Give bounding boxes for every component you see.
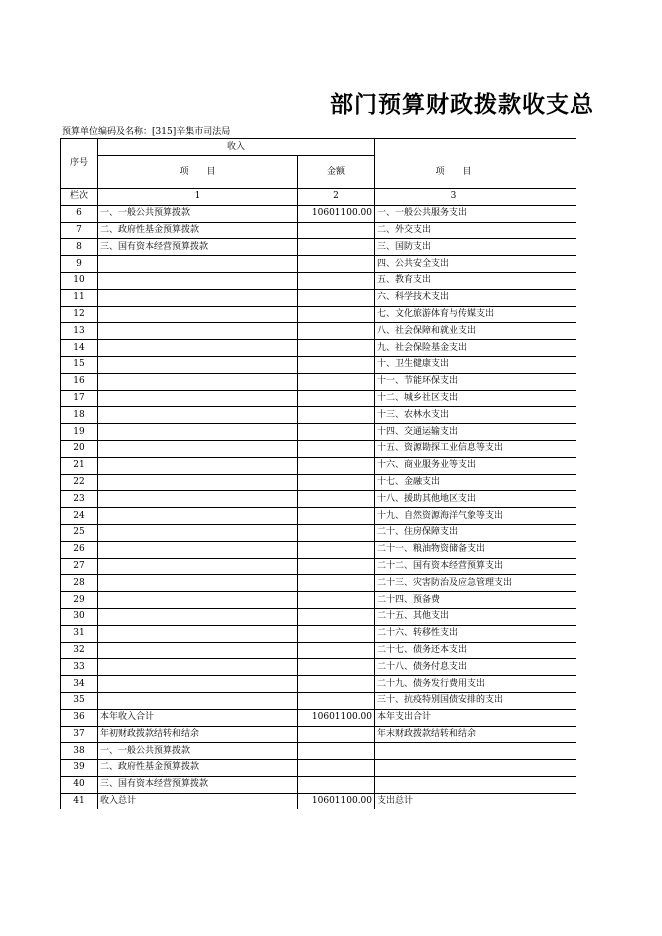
table-row <box>61 524 577 541</box>
expense-item: 十七、金融支出 <box>375 474 576 491</box>
income-amount <box>298 256 375 273</box>
row-number: 38 <box>61 743 98 760</box>
income-amount <box>298 323 375 340</box>
income-item <box>98 541 298 558</box>
row-number: 13 <box>61 323 98 340</box>
row-number: 30 <box>61 608 98 625</box>
expense-item: 八、社会保障和就业支出 <box>375 323 576 340</box>
row-number: 14 <box>61 340 98 357</box>
income-item <box>98 390 298 407</box>
income-item <box>98 440 298 457</box>
row-number: 18 <box>61 407 98 424</box>
unit-label: 预算单位编码及名称：[315]辛集市司法局 <box>62 127 231 137</box>
row-number: 16 <box>61 373 98 390</box>
income-amount <box>298 575 375 592</box>
expense-item: 十一、节能环保支出 <box>375 373 576 390</box>
row-number: 22 <box>61 474 98 491</box>
expense-item: 二十二、国有资本经营预算支出 <box>375 558 576 575</box>
income-item: 一、一般公共预算拨款 <box>98 205 298 222</box>
income-amount <box>298 440 375 457</box>
table-row <box>61 575 577 592</box>
income-item <box>98 306 298 323</box>
expense-item: 三、国防支出 <box>375 239 576 256</box>
expense-item: 九、社会保险基金支出 <box>375 340 576 357</box>
table-row <box>61 608 577 625</box>
expense-item: 支出总计 <box>375 793 576 809</box>
expense-item-header: 项 目 <box>435 167 472 177</box>
table-row <box>61 659 577 676</box>
income-amount <box>298 642 375 659</box>
table-row <box>61 491 577 508</box>
row-number: 17 <box>61 390 98 407</box>
table-row <box>61 776 577 793</box>
row-number: 26 <box>61 541 98 558</box>
income-amount <box>298 558 375 575</box>
income-item <box>98 424 298 441</box>
row-number: 32 <box>61 642 98 659</box>
row-number: 12 <box>61 306 98 323</box>
table-row <box>61 356 577 373</box>
expense-item <box>375 743 576 760</box>
income-amount <box>298 390 375 407</box>
table-row <box>61 407 577 424</box>
expense-item: 二十九、债务发行费用支出 <box>375 676 576 693</box>
budget-table <box>60 138 576 809</box>
expense-item: 一、一般公共服务支出 <box>375 205 576 222</box>
col1-label: 1 <box>98 189 298 206</box>
row-number: 34 <box>61 676 98 693</box>
income-amount <box>298 508 375 525</box>
expense-item <box>375 760 576 777</box>
income-amount <box>298 659 375 676</box>
income-item <box>98 272 298 289</box>
table-row <box>61 306 577 323</box>
table-row <box>61 726 577 743</box>
income-header: 收入 <box>98 139 375 156</box>
income-amount <box>298 222 375 239</box>
row-number: 40 <box>61 776 98 793</box>
table-row <box>61 289 577 306</box>
income-item: 年初财政拨款结转和结余 <box>98 726 298 743</box>
expense-item: 年末财政拨款结转和结余 <box>375 726 576 743</box>
colno-label: 栏次 <box>61 189 98 206</box>
income-item <box>98 407 298 424</box>
table-row <box>61 508 577 525</box>
expense-item: 五、教育支出 <box>375 272 576 289</box>
table-row <box>61 340 577 357</box>
expense-item: 十五、资源勘探工业信息等支出 <box>375 440 576 457</box>
expense-item: 二十三、灾害防治及应急管理支出 <box>375 575 576 592</box>
income-item <box>98 373 298 390</box>
income-amount <box>298 407 375 424</box>
expense-item: 十二、城乡社区支出 <box>375 390 576 407</box>
table-row <box>61 743 577 760</box>
row-number: 6 <box>61 205 98 222</box>
expense-item: 十三、农林水支出 <box>375 407 576 424</box>
row-number: 7 <box>61 222 98 239</box>
expense-item: 二十八、债务付息支出 <box>375 659 576 676</box>
income-amount <box>298 541 375 558</box>
income-item <box>98 642 298 659</box>
col2-label: 2 <box>298 189 375 206</box>
row-number: 8 <box>61 239 98 256</box>
income-amount: 10601100.00 <box>298 205 375 222</box>
row-number: 33 <box>61 659 98 676</box>
row-number: 24 <box>61 508 98 525</box>
income-item <box>98 474 298 491</box>
income-amount <box>298 592 375 609</box>
table-row <box>61 625 577 642</box>
income-item <box>98 575 298 592</box>
income-item <box>98 659 298 676</box>
row-number: 29 <box>61 592 98 609</box>
expense-item: 十六、商业服务业等支出 <box>375 457 576 474</box>
col3-label: 3 <box>375 189 576 206</box>
income-amount <box>298 340 375 357</box>
table-row <box>61 592 577 609</box>
expense-item: 二、外交支出 <box>375 222 576 239</box>
table-row <box>61 222 577 239</box>
expense-item: 二十四、预备费 <box>375 592 576 609</box>
expense-item: 二十六、转移性支出 <box>375 625 576 642</box>
income-item <box>98 524 298 541</box>
table-row <box>61 793 577 809</box>
income-item: 三、国有资本经营预算拨款 <box>98 239 298 256</box>
income-item <box>98 608 298 625</box>
row-number: 25 <box>61 524 98 541</box>
expense-item: 十四、交通运输支出 <box>375 424 576 441</box>
expense-item: 二十、住房保障支出 <box>375 524 576 541</box>
income-item <box>98 340 298 357</box>
row-number: 37 <box>61 726 98 743</box>
expense-item: 三十、抗疫特别国债安排的支出 <box>375 692 576 709</box>
amount-header: 金额 <box>298 156 375 189</box>
income-item <box>98 508 298 525</box>
expense-item: 二十五、其他支出 <box>375 608 576 625</box>
table-row <box>61 205 577 222</box>
row-number: 27 <box>61 558 98 575</box>
row-number: 39 <box>61 760 98 777</box>
income-amount <box>298 306 375 323</box>
row-number: 28 <box>61 575 98 592</box>
table-row <box>61 692 577 709</box>
income-item: 二、政府性基金预算拨款 <box>98 760 298 777</box>
income-item: 二、政府性基金预算拨款 <box>98 222 298 239</box>
table-row <box>61 424 577 441</box>
income-amount <box>298 474 375 491</box>
table-row <box>61 390 577 407</box>
table-row <box>61 323 577 340</box>
table-row <box>61 457 577 474</box>
expense-item <box>375 776 576 793</box>
income-amount <box>298 491 375 508</box>
table-row <box>61 239 577 256</box>
income-item <box>98 692 298 709</box>
income-amount <box>298 239 375 256</box>
table-row <box>61 558 577 575</box>
income-amount <box>298 289 375 306</box>
income-amount <box>298 373 375 390</box>
expense-item: 六、科学技术支出 <box>375 289 576 306</box>
income-item <box>98 592 298 609</box>
table-row <box>61 256 577 273</box>
table-row <box>61 272 577 289</box>
income-amount <box>298 760 375 777</box>
row-number: 36 <box>61 709 98 726</box>
row-number: 11 <box>61 289 98 306</box>
expense-item: 本年支出合计 <box>375 709 576 726</box>
income-item <box>98 256 298 273</box>
income-amount <box>298 457 375 474</box>
income-amount <box>298 676 375 693</box>
row-number: 10 <box>61 272 98 289</box>
table-row <box>61 676 577 693</box>
row-number: 21 <box>61 457 98 474</box>
header-row-3 <box>61 189 577 206</box>
row-number: 31 <box>61 625 98 642</box>
income-item <box>98 289 298 306</box>
income-item <box>98 558 298 575</box>
income-item <box>98 323 298 340</box>
row-number: 9 <box>61 256 98 273</box>
income-amount <box>298 625 375 642</box>
table-row <box>61 709 577 726</box>
income-item <box>98 491 298 508</box>
income-amount <box>298 726 375 743</box>
income-amount <box>298 424 375 441</box>
row-number: 15 <box>61 356 98 373</box>
income-amount: 10601100.00 <box>298 793 375 809</box>
income-amount <box>298 776 375 793</box>
income-amount <box>298 743 375 760</box>
row-number: 35 <box>61 692 98 709</box>
expense-item: 四、公共安全支出 <box>375 256 576 273</box>
expense-item: 七、文化旅游体育与传媒支出 <box>375 306 576 323</box>
income-amount <box>298 356 375 373</box>
row-number: 20 <box>61 440 98 457</box>
income-amount <box>298 692 375 709</box>
income-amount <box>298 272 375 289</box>
row-number: 23 <box>61 491 98 508</box>
expense-header-blank <box>375 139 576 189</box>
table-row <box>61 474 577 491</box>
table-row <box>61 541 577 558</box>
expense-item: 十九、自然资源海洋气象等支出 <box>375 508 576 525</box>
seq-header: 序号 <box>61 139 98 189</box>
income-amount: 10601100.00 <box>298 709 375 726</box>
table-row <box>61 440 577 457</box>
table-row <box>61 373 577 390</box>
expense-item: 二十一、粮油物资储备支出 <box>375 541 576 558</box>
expense-item: 十八、援助其他地区支出 <box>375 491 576 508</box>
income-item: 本年收入合计 <box>98 709 298 726</box>
income-item: 收入总计 <box>98 793 298 809</box>
income-item <box>98 457 298 474</box>
table-row <box>61 642 577 659</box>
income-item <box>98 356 298 373</box>
income-item: 三、国有资本经营预算拨款 <box>98 776 298 793</box>
page-title: 部门预算财政拨款收支总 <box>330 91 594 118</box>
row-number: 19 <box>61 424 98 441</box>
income-amount <box>298 524 375 541</box>
income-item-header: 项 目 <box>98 156 298 189</box>
income-item <box>98 625 298 642</box>
income-item <box>98 676 298 693</box>
expense-item: 十、卫生健康支出 <box>375 356 576 373</box>
income-item: 一、一般公共预算拨款 <box>98 743 298 760</box>
header-row-1 <box>61 139 577 156</box>
income-amount <box>298 608 375 625</box>
row-number: 41 <box>61 793 98 809</box>
expense-item: 二十七、债务还本支出 <box>375 642 576 659</box>
table-row <box>61 760 577 777</box>
